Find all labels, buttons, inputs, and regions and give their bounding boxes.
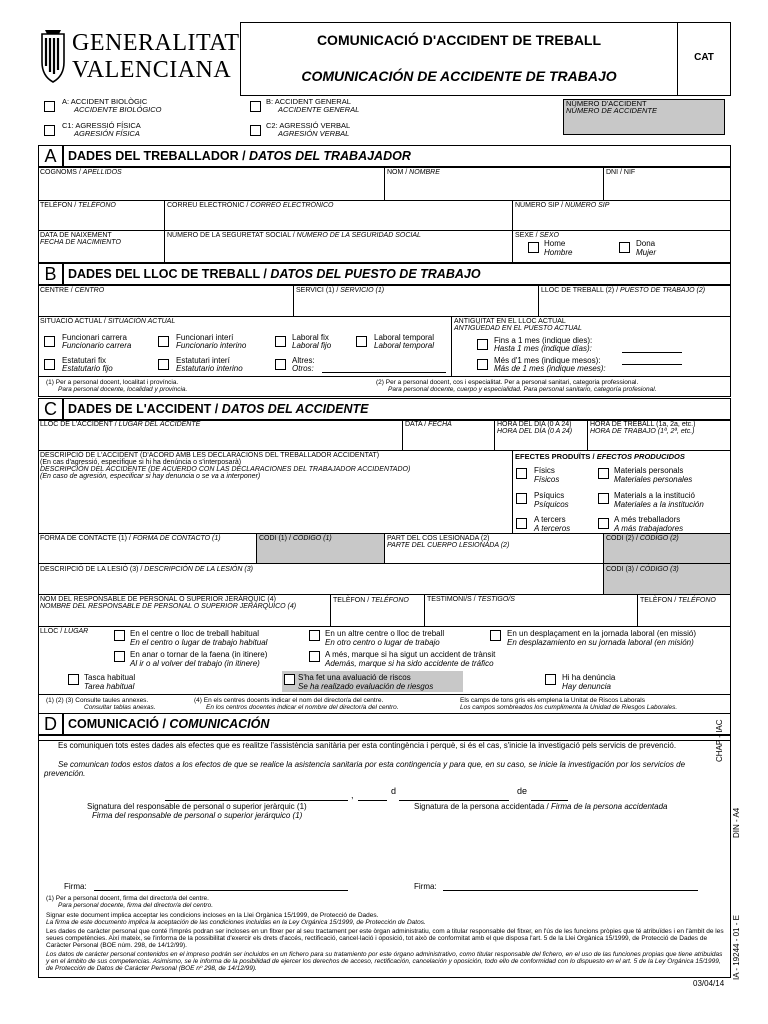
signature-supervisor-label-es: Firma del responsable de personal o superior jerárquico (1) <box>92 811 303 820</box>
laboral-temporal-label-es: Laboral temporal <box>374 341 435 350</box>
funcionari-carrera-label-es: Funcionario carrera <box>62 341 132 350</box>
description-note: (En cas d'agressió, especifique si hi ha denúncia o s'interposarà) <box>40 459 242 466</box>
effect-institution-materials-label-es: Materiales a la institución <box>614 500 704 509</box>
loc-traffic-label: A més, marque si ha sigut un accident de trànsit <box>325 650 496 659</box>
communication-text-es: Se comunican todos estos datos a los efectos de que se realice la asistencia sanitaria por esta contingencia y para que, en su caso, se inicie la investigación por los servicios de prevención. <box>44 760 686 778</box>
accident-number-label-es: NÚMERO DE ACCIDENTE <box>566 106 657 115</box>
loc-usual-label: En el centre o lloc de treball habitual <box>130 629 259 638</box>
usual-task-label: Tasca habitual <box>84 673 136 682</box>
note-c1: (1) (2) (3) Consulte taules annexes. <box>46 697 149 704</box>
title-valencian: COMUNICACIÓ D'ACCIDENT DE TREBALL <box>316 32 602 48</box>
ssn-label: NÚMERO DE LA SEGURETAT SOCIAL / NÚMERO DE LA SEGURIDAD SOCIAL <box>167 232 421 239</box>
signature1-firma: Firma: <box>64 882 87 891</box>
type-c2-label: C2: AGRESSIÓ VERBAL <box>266 121 351 130</box>
date-d: d <box>391 786 397 796</box>
laboral-fix-label-es: Laboral fijo <box>292 341 332 350</box>
seniority-months-label-es: Más de 1 mes (indique meses): <box>494 364 606 373</box>
code2-label: CODI (2) / CÓDIGO (2) <box>606 535 679 542</box>
effect-institution-materials-checkbox[interactable] <box>598 493 609 504</box>
type-b-label: B: ACCIDENT GENERAL <box>266 97 351 106</box>
day-line[interactable] <box>358 800 387 801</box>
month-line[interactable] <box>399 800 509 801</box>
effect-more-workers-label-es: A más trabajadores <box>614 524 684 533</box>
type-a-label-es: ACCIDENTE BIOLÓGICO <box>74 105 162 114</box>
body-part-label-es: PARTE DEL CUERPO LESIONADA (2) <box>387 542 510 549</box>
birthdate-label: DATA DE NAIXEMENT <box>40 232 112 239</box>
birthdate-label-es: FECHA DE NACIMIENTO <box>40 239 121 246</box>
section-d-letter: D <box>38 713 63 735</box>
type-b-label-es: ACCIDENTE GENERAL <box>278 105 360 114</box>
effect-third-parties-label: A tercers <box>534 515 566 524</box>
date-label: DATA / FECHA <box>405 421 452 428</box>
communication-text: Es comuniquen tots estes dades als efectes que es realitze l'assistència sanitària per esta contingència i perquè, si és el cas, s'inicie la investigació pels servicis de prevenció. <box>58 741 677 750</box>
privacy-text-es: Los datos de carácter personal contenidos en el impreso podrán ser incluidos en un fichero para su tratamiento por este órgano administrativo, como titular responsable del fichero, en el uso de las funciones propias que tiene atribuidas y en el ámbito de sus competencias. Asimismo, se le informa de la posibilidad de ejercer los derechos de acceso, rectificación, cancelación y oposición, todo ello de conformidad con lo dispuesto en el art. 5 de la Ley Orgánica 15/1999, de Protección de Datos de Carácter Personal (BOE nº 298, de 14/12/99). <box>46 951 723 973</box>
note-b2: (2) Per a personal docent, cos i especialitat. Per a personal sanitari, categoria professional. <box>376 379 639 386</box>
laboral-fix-label: Laboral fix <box>292 333 329 342</box>
effect-more-workers-label: A més treballadors <box>614 515 681 524</box>
estatutari-interi-label-es: Estatutario interino <box>176 364 243 373</box>
injury-label: DESCRIPCIÓ DE LA LESIÓ (3) / DESCRIPCIÓN DE LA LESIÓN (3) <box>40 566 253 573</box>
effect-psychic-checkbox[interactable] <box>516 493 527 504</box>
note-c2: (4) En els centres docents indicar el nom del director/a del centre. <box>194 697 384 704</box>
note-c2-es: En los centros docentes indicar el nombre del director/a del centro. <box>206 704 399 711</box>
sex-male-checkbox[interactable] <box>528 242 539 253</box>
usual-task-label-es: Tarea habitual <box>84 682 135 691</box>
risk-evaluation-label-es: Se ha realizado evaluación de riesgos <box>298 682 434 691</box>
code1-label: CODI (1) / CÓDIGO (1) <box>259 535 332 542</box>
signature1-line[interactable] <box>94 890 348 891</box>
sex-label: SEXE / SEXO <box>515 232 559 239</box>
location-label: LLOC / LUGAR <box>40 628 89 635</box>
effect-institution-materials-label: Materials a la institució <box>614 491 695 500</box>
risk-evaluation-checkbox[interactable] <box>284 674 295 685</box>
description-label: DESCRIPCIÓ DE L'ACCIDENT (D'ACORD AMB LES DECLARACIONS DEL TREBALLADOR ACCIDENTAT) <box>40 452 380 459</box>
supervisor-label-es: NOMBRE DEL RESPONSABLE DE PERSONAL O SUPERIOR JERÁRQUICO (4) <box>40 603 297 610</box>
altres-label: Altres: <box>292 356 315 365</box>
funcionari-interi-label: Funcionari interí <box>176 333 234 342</box>
type-c1-label-es: AGRESIÓN FÍSICA <box>74 129 140 138</box>
loc-itinere-checkbox[interactable] <box>114 651 125 662</box>
sex-female-checkbox[interactable] <box>619 242 630 253</box>
contact-form-label: FORMA DE CONTACTE (1) / FORMA DE CONTACTO (1) <box>40 535 221 542</box>
loc-traffic-checkbox[interactable] <box>309 651 320 662</box>
hour-day-label: HORA DEL DIA (0 A 24) <box>497 421 572 428</box>
effect-more-workers-checkbox[interactable] <box>598 518 609 529</box>
loc-mission-checkbox[interactable] <box>490 630 501 641</box>
logo-line2: VALENCIANA <box>72 57 232 83</box>
side-code-chap: CHAP - IAC <box>715 719 724 762</box>
loc-other-label-es: En otro centro o lugar de trabajo <box>325 638 440 647</box>
form-date: 03/04/14 <box>693 979 725 988</box>
logo <box>38 28 240 88</box>
type-a-label: A: ACCIDENT BIOLÒGIC <box>62 97 148 106</box>
hour-work-label: HORA DE TREBALL (1a, 2a, etc.) <box>590 421 696 428</box>
risk-evaluation-label: S'ha fet una avaluació de riscos <box>298 673 411 682</box>
complaint-label-es: Hay denuncia <box>562 682 611 691</box>
lopd-text: Signar este document implica acceptar les condicions incloses en la Llei Orgànica 15/1999, de Protecció de Dades. <box>46 912 379 919</box>
laboral-temporal-checkbox[interactable] <box>356 336 367 347</box>
effect-personal-materials-label-es: Materiales personales <box>614 475 693 484</box>
section-c-title: DADES DE L'ACCIDENT / DATOS DEL ACCIDENTE <box>63 398 731 420</box>
body-part-label: PART DEL COS LESIONADA (2) <box>387 535 490 542</box>
hour-work-label-es: HORA DE TRABAJO (1ª, 2ª, etc.) <box>590 428 695 435</box>
section-a-letter: A <box>38 145 63 167</box>
signature2-line[interactable] <box>443 890 698 891</box>
name-label: NOM / NOMBRE <box>387 169 440 176</box>
type-c1-label: C1: AGRESSIÓ FÍSICA <box>62 121 141 130</box>
altres-label-es: Otros: <box>292 364 314 373</box>
job-label: LLOC DE TREBALL (2) / PUESTO DE TRABAJO (2) <box>541 287 706 294</box>
supervisor-phone-label: TELÈFON / TELÉFONO <box>333 597 409 604</box>
witness-label: TESTIMONI/S / TESTIGO/S <box>427 596 515 603</box>
code3-label: CODI (3) / CÓDIGO (3) <box>606 566 679 573</box>
effect-physical-label-es: Físicos <box>534 475 560 484</box>
loc-mission-label-es: En desplazamiento en su jornada laboral (en misión) <box>507 638 694 647</box>
date-comma: , <box>351 790 354 800</box>
loc-mission-label: En un desplaçament en la jornada laboral (en missió) <box>507 629 696 638</box>
place-line[interactable] <box>165 800 348 801</box>
section-b-letter: B <box>38 263 63 285</box>
title-spanish: COMUNICACIÓN DE ACCIDENTE DE TRABAJO <box>301 68 617 84</box>
signature2-firma: Firma: <box>414 882 437 891</box>
seniority-label: ANTIGUITAT EN EL LLOC ACTUAL <box>454 318 566 325</box>
loc-usual-checkbox[interactable] <box>114 630 125 641</box>
surname-label: COGNOMS / APELLIDOS <box>40 169 122 176</box>
privacy-text: Les dades de caràcter personal que conté l'imprés podran ser incloses en un fitxer per al seu tractament per este òrgan administratiu, com a titular responsable del fitxer, en l'ús de les funcions pròpies que té atribuïdes i en l'àmbit de les seues competències. Així mateix, se l'informa de la possibilitat d'exercir els drets d'accés, rectificació, cancel·lació i oposició, tot això de conformitat amb el que disposa l'art. 5 de la Llei Orgànica 15/1999, de Protecció de Dades de Caràcter Personal (BOE núm. 298, de 14/12/99). <box>46 928 724 950</box>
seniority-months-label: Més d'1 mes (indique mesos): <box>494 356 601 365</box>
female-label-es: Mujer <box>636 248 657 257</box>
seniority-days-label-es: Hasta 1 mes (indique días): <box>494 344 592 353</box>
signature-supervisor-label: Signatura del responsable de personal o superior jeràrquic (1) <box>87 802 307 811</box>
seniority-label-es: ANTIGÜEDAD EN EL PUESTO ACTUAL <box>454 325 582 332</box>
section-a-title: DADES DEL TREBALLADOR / DATOS DEL TRABAJADOR <box>63 145 731 167</box>
service-label: SERVICI (1) / SERVICIO (1) <box>296 287 385 294</box>
section-b-title: DADES DEL LLOC DE TREBALL / DATOS DEL PUESTO DE TRABAJO <box>63 263 731 285</box>
effect-physical-label: Físics <box>534 466 555 475</box>
section-d-title: COMUNICACIÓ / COMUNICACIÓN <box>63 713 731 735</box>
effect-third-parties-label-es: A terceros <box>534 524 571 533</box>
loc-usual-label-es: En el centro o lugar de trabajo habitual <box>130 638 268 647</box>
altres-checkbox[interactable] <box>275 359 286 370</box>
note-d1: (1) Per a personal docent, firma del director/a del centre. <box>46 895 209 902</box>
laboral-temporal-label: Laboral temporal <box>374 333 435 342</box>
year-line[interactable] <box>531 800 568 801</box>
complaint-label: Hi ha denúncia <box>562 673 616 682</box>
laboral-fix-checkbox[interactable] <box>275 336 286 347</box>
usual-task-checkbox[interactable] <box>68 674 79 685</box>
effect-psychic-label-es: Psíquicos <box>534 500 569 509</box>
type-c2-label-es: AGRESIÓN VERBAL <box>278 129 350 138</box>
loc-other-label: En un altre centre o lloc de treball <box>325 629 445 638</box>
sip-label: NÚMERO SIP / NÚMERO SIP <box>515 202 610 209</box>
altres-input-line[interactable] <box>322 372 446 373</box>
description-label-es: DESCRIPCIÓN DEL ACCIDENTE (DE ACUERDO CON LAS DECLARACIONES DEL TRABAJADOR ACCIDENTADO) <box>40 466 411 473</box>
seniority-days-line[interactable] <box>622 352 682 353</box>
funcionari-interi-label-es: Funcionario interino <box>176 341 247 350</box>
loc-itinere-label-es: Al ir o al volver del trabajo (in itinere) <box>130 659 260 668</box>
seniority-days-checkbox[interactable] <box>477 339 488 350</box>
estatutari-fix-checkbox[interactable] <box>44 359 55 370</box>
hour-day-label-es: HORA DEL DÍA (0 A 24) <box>497 428 573 435</box>
effect-psychic-label: Psíquics <box>534 491 565 500</box>
date-de: de <box>517 786 528 796</box>
effect-third-parties-checkbox[interactable] <box>516 518 527 529</box>
note-b1-es: Para personal docente, localidad y provincia. <box>58 386 188 393</box>
loc-other-checkbox[interactable] <box>309 630 320 641</box>
signature-injured-label: Signatura de la persona accidentada / Firma de la persona accidentada <box>414 802 668 811</box>
funcionari-interi-checkbox[interactable] <box>158 336 169 347</box>
estatutari-interi-checkbox[interactable] <box>158 359 169 370</box>
female-label: Dona <box>636 239 656 248</box>
dni-label: DNI / NIF <box>606 169 636 176</box>
note-c1-es: Consultar tablas anexas. <box>84 704 156 711</box>
estatutari-interi-label: Estatutari interí <box>176 356 230 365</box>
effect-physical-checkbox[interactable] <box>516 468 527 479</box>
place-accident-label: LLOC DE L'ACCIDENT / LUGAR DEL ACCIDENTE <box>40 421 201 428</box>
supervisor-label: NOM DEL RESPONSABLE DE PERSONAL O SUPERIOR JERÀRQUIC (4) <box>40 596 276 603</box>
estatutari-fix-label: Estatutari fix <box>62 356 107 365</box>
side-code-din: DIN - A4 <box>732 807 741 838</box>
type-a-checkbox[interactable] <box>44 101 55 112</box>
lopd-text-es: La firma de este documento implica la aceptación de las condiciones incluidas en la Ley Orgánica 15/1999, de Protección de Datos. <box>46 919 426 926</box>
coat-of-arms-icon <box>38 28 68 88</box>
seniority-days-label: Fins a 1 mes (indique dies): <box>494 336 593 345</box>
witness-phone-label: TELÈFON / TELÉFONO <box>640 597 716 604</box>
note-c3: Els camps de tons gris els emplena la Unitat de Riscos Laborals <box>460 697 645 704</box>
funcionari-carrera-label: Funcionari carrera <box>62 333 127 342</box>
male-label: Home <box>544 239 566 248</box>
type-c1-checkbox[interactable] <box>44 125 55 136</box>
center-label: CENTRE / CENTRO <box>40 287 105 294</box>
side-code-ia: IA - 19244 - 01 - E <box>732 915 741 980</box>
description-note-es: (En caso de agresión, especificar si hay denuncia o se va a interponer) <box>40 473 261 480</box>
estatutari-fix-label-es: Estatutario fijo <box>62 364 113 373</box>
note-b1: (1) Per a personal docent, localitat i província. <box>46 379 179 386</box>
note-d1-es: Para personal docente, firma del director/a del centro. <box>58 902 214 909</box>
seniority-months-checkbox[interactable] <box>477 359 488 370</box>
loc-itinere-label: En anar o tornar de la faena (in itinere) <box>130 650 268 659</box>
phone-label: TELÈFON / TELÉFONO <box>40 202 116 209</box>
logo-line1: GENERALITAT <box>72 30 240 56</box>
effect-personal-materials-label: Materials personals <box>614 466 684 475</box>
type-b-checkbox[interactable] <box>250 101 261 112</box>
effects-label: EFECTES PRODUÏTS / EFECTOS PRODUCIDOS <box>515 452 685 461</box>
note-c3-es: Los campos sombreados los cumplimenta la Unidad de Riesgos Laborales. <box>460 704 678 711</box>
effect-personal-materials-checkbox[interactable] <box>598 468 609 479</box>
situation-label: SITUACIÓ ACTUAL / SITUACIÓN ACTUAL <box>40 318 176 325</box>
funcionari-carrera-checkbox[interactable] <box>44 336 55 347</box>
accident-number-label: NÚMERO D'ACCIDENT <box>566 99 647 108</box>
email-label: CORREU ELECTRÒNIC / CORREO ELECTRÓNICO <box>167 202 334 209</box>
complaint-checkbox[interactable] <box>545 674 556 685</box>
loc-traffic-label-es: Además, marque si ha sido accidente de tráfico <box>325 659 494 668</box>
lang-label: CAT <box>694 52 714 63</box>
male-label-es: Hombre <box>544 248 573 257</box>
seniority-months-line[interactable] <box>622 364 682 365</box>
section-c-letter: C <box>38 398 63 420</box>
type-c2-checkbox[interactable] <box>250 125 261 136</box>
note-b2-es: Para personal docente, cuerpo y especialidad. Para personal sanitario, categoría profesional. <box>388 386 657 393</box>
